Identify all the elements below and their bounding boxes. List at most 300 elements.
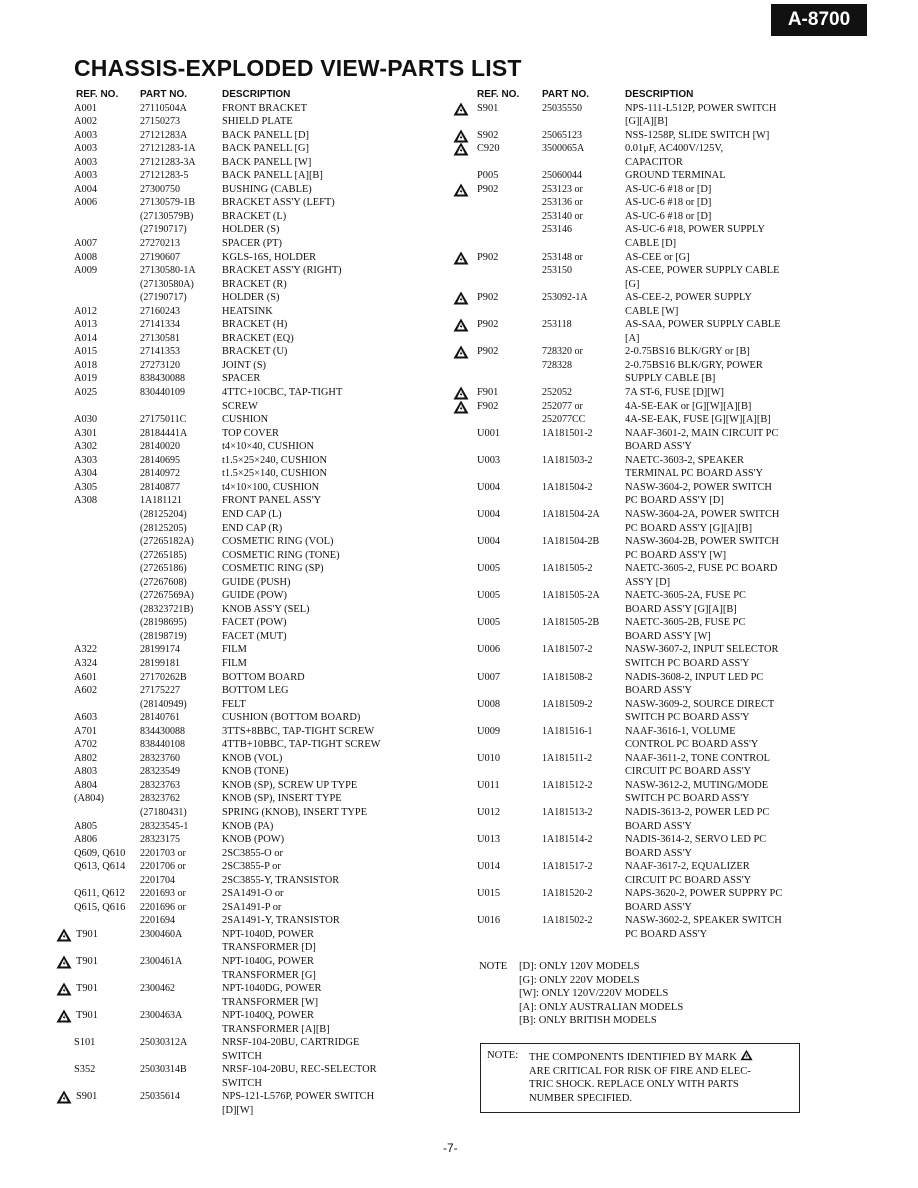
parts-row xyxy=(453,928,813,942)
ref-no xyxy=(453,847,542,861)
part-no: 2300463A xyxy=(140,1010,183,1022)
description: 3TTS+8BBC, TAP-TIGHT SCREW xyxy=(222,725,375,737)
parts-row xyxy=(56,643,408,657)
parts-row xyxy=(56,576,408,590)
caution-triangle-icon xyxy=(453,129,469,143)
part-no: 27121283-3A xyxy=(140,156,196,168)
description: KNOB ASS'Y (SEL) xyxy=(222,603,310,615)
description: t4×10×100, CUSHION xyxy=(222,481,320,493)
parts-row xyxy=(56,305,408,319)
part-no: 2201704 xyxy=(140,874,175,886)
ref-no xyxy=(453,833,542,847)
part-no: 728320 or xyxy=(542,346,583,358)
part-no: (27265185) xyxy=(140,549,187,561)
description: END CAP (R) xyxy=(222,522,283,534)
part-no: 28323175 xyxy=(140,834,180,846)
part-no: 27160243 xyxy=(140,305,180,317)
ref-no-text: A025 xyxy=(74,387,98,399)
parts-row xyxy=(56,1050,408,1064)
ref-no xyxy=(453,711,542,725)
ref-no xyxy=(56,752,140,766)
note-line xyxy=(479,974,683,988)
part-no: 27175227 xyxy=(140,685,180,697)
description: BACK PANELL [D] xyxy=(222,129,309,141)
part-no: 28140972 xyxy=(140,468,180,480)
ref-no xyxy=(453,725,542,739)
ref-no xyxy=(56,765,140,779)
part-no: 27270213 xyxy=(140,238,180,250)
description: 2SC3855-O or xyxy=(222,847,283,859)
part-no xyxy=(542,494,625,508)
parts-row xyxy=(453,752,813,766)
ref-no xyxy=(56,1104,140,1118)
ref-no xyxy=(453,738,542,752)
ref-no xyxy=(453,264,542,278)
description: NASW-3604-2, POWER SWITCH xyxy=(625,481,772,493)
part-no: 27130581 xyxy=(140,332,180,344)
ref-no-text: A006 xyxy=(74,197,98,209)
description: BACK PANELL [W] xyxy=(222,156,312,168)
description: 2SC3855-P or xyxy=(222,861,281,873)
ref-no xyxy=(56,549,140,563)
parts-row xyxy=(56,223,408,237)
caution-triangle-icon xyxy=(453,386,469,400)
column-header-row xyxy=(56,88,408,102)
parts-row xyxy=(56,725,408,739)
ref-no-text: U004 xyxy=(477,481,501,493)
part-no xyxy=(542,738,625,752)
caution-triangle-icon xyxy=(56,1009,72,1023)
description: CUSHION xyxy=(222,414,269,426)
ref-no xyxy=(56,806,140,820)
ref-no xyxy=(453,318,542,332)
ref-no xyxy=(56,1063,140,1077)
part-no xyxy=(140,400,222,414)
description: BRACKET (EQ) xyxy=(222,332,294,344)
part-no: 1A181501-2 xyxy=(542,427,593,439)
part-no xyxy=(140,1050,222,1064)
parts-row xyxy=(453,657,813,671)
ref-no xyxy=(453,345,542,359)
ref-no xyxy=(56,169,140,183)
description: 4TTC+10CBC, TAP-TIGHT xyxy=(222,387,343,399)
ref-no-text: A601 xyxy=(74,671,98,683)
ref-no-text: U005 xyxy=(477,617,501,629)
parts-row xyxy=(453,806,813,820)
part-no: (27265186) xyxy=(140,563,187,575)
part-no xyxy=(542,711,625,725)
parts-row xyxy=(453,494,813,508)
part-no: 1A181502-2 xyxy=(542,915,593,927)
part-no: 28323545-1 xyxy=(140,820,189,832)
parts-row xyxy=(56,996,408,1010)
part-no: 2201694 xyxy=(140,915,175,927)
ref-no xyxy=(453,535,542,549)
caution-triangle-icon xyxy=(453,291,469,305)
description: SUPPLY CABLE [B] xyxy=(625,373,716,385)
parts-row xyxy=(56,156,408,170)
part-no: (28198695) xyxy=(140,617,187,629)
parts-row xyxy=(453,305,813,319)
ref-no-text: A019 xyxy=(74,373,98,385)
description: JOINT (S) xyxy=(222,359,266,371)
ref-no xyxy=(56,576,140,590)
parts-row xyxy=(56,237,408,251)
description: 0.01μF, AC400V/125V, xyxy=(625,143,724,155)
part-no-header: PART NO. xyxy=(140,89,188,100)
description: NSS-1258P, SLIDE SWITCH [W] xyxy=(625,129,770,141)
parts-row xyxy=(453,386,813,400)
parts-row xyxy=(453,887,813,901)
description: PC BOARD ASS'Y xyxy=(625,928,708,940)
part-no xyxy=(542,115,625,129)
parts-row xyxy=(453,359,813,373)
ref-no xyxy=(56,1050,140,1064)
ref-no-text: A015 xyxy=(74,346,98,358)
ref-no xyxy=(56,196,140,210)
description: CABLE [D] xyxy=(625,238,677,250)
ref-no xyxy=(56,820,140,834)
part-no xyxy=(542,522,625,536)
parts-row xyxy=(56,806,408,820)
parts-row xyxy=(56,427,408,441)
ref-no xyxy=(453,752,542,766)
ref-no-text: A804 xyxy=(74,779,98,791)
description: BRACKET (R) xyxy=(222,278,287,290)
ref-no xyxy=(453,237,542,251)
ref-no-text: U012 xyxy=(477,806,501,818)
ref-no xyxy=(56,616,140,630)
ref-no xyxy=(453,589,542,603)
note-line xyxy=(479,987,683,1001)
parts-row xyxy=(453,874,813,888)
parts-row xyxy=(56,765,408,779)
caution-triangle-icon xyxy=(453,102,469,116)
parts-row xyxy=(56,1036,408,1050)
parts-row xyxy=(56,630,408,644)
parts-row xyxy=(453,454,813,468)
parts-row xyxy=(56,196,408,210)
description: END CAP (L) xyxy=(222,508,282,520)
ref-no xyxy=(56,684,140,698)
description: NRSF-104-20BU, CARTRIDGE xyxy=(222,1037,360,1049)
part-no xyxy=(542,576,625,590)
ref-no-text: A303 xyxy=(74,454,98,466)
warning-text: TRIC SHOCK. REPLACE ONLY WITH PARTS xyxy=(529,1079,739,1091)
ref-no-text: A003 xyxy=(74,129,98,141)
part-no xyxy=(542,684,625,698)
parts-row xyxy=(453,792,813,806)
parts-row xyxy=(56,1090,408,1104)
description: NAETC-3605-2, FUSE PC BOARD xyxy=(625,563,778,575)
part-no: 253150 xyxy=(542,265,572,277)
description: BACK PANELL [A][B] xyxy=(222,170,323,182)
parts-row xyxy=(56,440,408,454)
ref-no-text: T901 xyxy=(76,928,98,940)
parts-row xyxy=(453,115,813,129)
ref-no xyxy=(453,102,542,116)
parts-row xyxy=(56,386,408,400)
ref-no-text: U015 xyxy=(477,888,501,900)
ref-no xyxy=(453,454,542,468)
parts-row xyxy=(453,562,813,576)
part-no: 28140695 xyxy=(140,454,180,466)
note-text: [A]: ONLY AUSTRALIAN MODELS xyxy=(519,1001,684,1013)
parts-row xyxy=(56,413,408,427)
description: KNOB (POW) xyxy=(222,834,285,846)
ref-no-text: U005 xyxy=(477,590,501,602)
parts-row xyxy=(56,684,408,698)
parts-list-left-column xyxy=(56,88,408,1118)
ref-no-text: A308 xyxy=(74,495,98,507)
ref-no-text: S352 xyxy=(74,1064,96,1076)
ref-no-text: A324 xyxy=(74,657,98,669)
parts-row xyxy=(56,589,408,603)
description: BRACKET (H) xyxy=(222,319,288,331)
ref-no xyxy=(56,400,140,414)
part-no: 1A181509-2 xyxy=(542,698,593,710)
parts-row xyxy=(56,698,408,712)
ref-no xyxy=(453,251,542,265)
description: 2SA1491-Y, TRANSISTOR xyxy=(222,915,340,927)
caution-triangle-icon xyxy=(453,345,469,359)
parts-row xyxy=(453,264,813,278)
parts-row xyxy=(453,901,813,915)
parts-row xyxy=(453,318,813,332)
description: NAETC-3605-2A, FUSE PC xyxy=(625,590,746,602)
ref-no-text: Q609, Q610 xyxy=(74,847,126,859)
description: KNOB (SP), SCREW UP TYPE xyxy=(222,779,358,791)
parts-row xyxy=(453,914,813,928)
ref-no-text: A003 xyxy=(74,143,98,155)
ref-no-text: T901 xyxy=(76,956,98,967)
description: NASW-3607-2, INPUT SELECTOR xyxy=(625,644,779,656)
ref-no xyxy=(453,874,542,888)
ref-no xyxy=(56,481,140,495)
description: BRACKET ASS'Y (RIGHT) xyxy=(222,265,342,277)
parts-row xyxy=(453,630,813,644)
parts-row xyxy=(453,278,813,292)
ref-no-text: U013 xyxy=(477,834,501,846)
ref-no-text: A803 xyxy=(74,766,98,778)
parts-row xyxy=(56,102,408,116)
part-no xyxy=(542,372,625,386)
description-header: DESCRIPTION xyxy=(625,89,694,100)
parts-row xyxy=(453,102,813,116)
ref-no-text: S902 xyxy=(477,129,499,141)
description: FELT xyxy=(222,698,246,710)
part-no: 253148 or xyxy=(542,251,583,263)
note-text: [G]: ONLY 220V MODELS xyxy=(519,974,640,986)
ref-no xyxy=(453,386,542,400)
parts-row xyxy=(56,400,408,414)
ref-no xyxy=(56,223,140,237)
part-no: 25030312A xyxy=(140,1037,188,1049)
description: NPT-1040Q, POWER xyxy=(222,1010,314,1022)
description: GUIDE (PUSH) xyxy=(222,576,291,588)
part-no: 1A181505-2A xyxy=(542,590,600,602)
part-no: 1A181520-2 xyxy=(542,888,593,900)
ref-no-text: S901 xyxy=(76,1091,98,1103)
part-no: 27190607 xyxy=(140,251,180,263)
description: BOARD ASS'Y xyxy=(625,901,692,913)
model-notes xyxy=(479,960,683,1028)
description: SWITCH xyxy=(222,1050,262,1062)
part-no: (27180431) xyxy=(140,806,187,818)
parts-row xyxy=(453,549,813,563)
parts-row xyxy=(56,535,408,549)
ref-no-text: P902 xyxy=(477,251,499,263)
description: NPT-1040DG, POWER xyxy=(222,983,322,995)
part-no xyxy=(140,1023,222,1037)
ref-no-text: A305 xyxy=(74,481,98,493)
parts-row xyxy=(56,372,408,386)
part-no: 1A181507-2 xyxy=(542,644,593,656)
parts-row xyxy=(56,494,408,508)
part-no: 25035614 xyxy=(140,1091,180,1103)
parts-row xyxy=(56,901,408,915)
description: FILM xyxy=(222,657,247,669)
part-no xyxy=(542,792,625,806)
ref-no xyxy=(56,779,140,793)
ref-no-text: U007 xyxy=(477,671,501,683)
ref-no xyxy=(56,372,140,386)
part-no: 2300461A xyxy=(140,956,183,967)
parts-row xyxy=(453,833,813,847)
part-no: 28323762 xyxy=(140,793,180,805)
ref-no xyxy=(56,1077,140,1091)
ref-no xyxy=(56,969,140,983)
description: COSMETIC RING (SP) xyxy=(222,563,324,575)
column-header-row xyxy=(453,88,813,102)
part-no: 2300462 xyxy=(140,983,175,995)
ref-no xyxy=(56,522,140,536)
description: BOARD ASS'Y xyxy=(625,820,692,832)
ref-no xyxy=(56,982,140,996)
description: AS-CEE, POWER SUPPLY CABLE xyxy=(625,265,780,277)
ref-no xyxy=(453,765,542,779)
part-no: 28323760 xyxy=(140,752,180,764)
ref-no xyxy=(56,914,140,928)
description: AS-UC-6 #18 or [D] xyxy=(625,210,712,222)
part-no: 838430088 xyxy=(140,373,185,385)
ref-no xyxy=(453,914,542,928)
parts-row xyxy=(56,982,408,996)
ref-no-text: S901 xyxy=(477,102,499,114)
ref-no xyxy=(56,508,140,522)
ref-no-text: Q611, Q612 xyxy=(74,888,125,900)
ref-no xyxy=(56,562,140,576)
description: GUIDE (POW) xyxy=(222,590,287,602)
description: [G][A][B] xyxy=(625,116,668,128)
description: BOARD ASS'Y [W] xyxy=(625,630,711,642)
caution-triangle-icon xyxy=(56,928,72,942)
part-no: 838440108 xyxy=(140,739,185,751)
parts-list-right-column xyxy=(453,88,813,941)
part-no: 834430088 xyxy=(140,725,185,737)
description: HOLDER (S) xyxy=(222,292,280,304)
description: NPS-111-L512P, POWER SWITCH xyxy=(625,102,777,114)
parts-row xyxy=(56,1104,408,1118)
part-no xyxy=(542,278,625,292)
part-no: 2300460A xyxy=(140,928,183,940)
ref-no xyxy=(453,522,542,536)
ref-no xyxy=(56,440,140,454)
parts-row xyxy=(453,223,813,237)
parts-row xyxy=(56,129,408,143)
ref-no-text: Q613, Q614 xyxy=(74,861,126,873)
description: NASW-3604-2B, POWER SWITCH xyxy=(625,536,779,548)
ref-no-text: A806 xyxy=(74,834,98,846)
parts-row xyxy=(453,779,813,793)
part-no: 1A181505-2 xyxy=(542,563,593,575)
description: NAAF-3617-2, EQUALIZER xyxy=(625,861,750,873)
parts-row xyxy=(453,237,813,251)
description: CIRCUIT PC BOARD ASS'Y xyxy=(625,766,752,778)
description: TRANSFORMER [D] xyxy=(222,942,316,954)
part-no: 27121283A xyxy=(140,129,188,141)
part-no: 28323763 xyxy=(140,779,180,791)
description: BOARD ASS'Y xyxy=(625,685,692,697)
caution-triangle-icon xyxy=(56,1090,72,1104)
parts-row xyxy=(56,792,408,806)
caution-triangle-icon xyxy=(453,142,469,156)
description: NPS-121-L576P, POWER SWITCH xyxy=(222,1091,375,1103)
ref-no xyxy=(453,698,542,712)
ref-no-text: P902 xyxy=(477,183,499,195)
ref-no-text: U003 xyxy=(477,454,501,466)
caution-triangle-icon xyxy=(453,400,469,414)
description: BOARD ASS'Y xyxy=(625,441,692,453)
part-no: 1A181511-2 xyxy=(542,752,593,764)
parts-row xyxy=(453,196,813,210)
ref-no xyxy=(56,603,140,617)
description: [A] xyxy=(625,332,640,344)
parts-row xyxy=(453,251,813,265)
description: NADIS-3608-2, INPUT LED PC xyxy=(625,671,764,683)
note-label: NOTE xyxy=(479,961,508,972)
ref-no xyxy=(56,955,140,969)
ref-no-text: U010 xyxy=(477,752,501,764)
part-no: 25060044 xyxy=(542,170,582,182)
description: BOTTOM BOARD xyxy=(222,671,305,683)
part-no: 28323549 xyxy=(140,766,180,778)
part-no: 728328 xyxy=(542,359,572,371)
part-no: 27121283-5 xyxy=(140,170,189,182)
description: NAETC-3603-2, SPEAKER xyxy=(625,454,744,466)
part-no: 253136 or xyxy=(542,197,583,209)
part-no: 252077 or xyxy=(542,400,583,412)
part-no xyxy=(542,928,625,942)
description: BRACKET (L) xyxy=(222,210,287,222)
parts-row xyxy=(56,969,408,983)
ref-no-text: A602 xyxy=(74,685,98,697)
part-no: (27130580A) xyxy=(140,278,194,290)
part-no: 2201706 or xyxy=(140,861,186,873)
parts-row xyxy=(453,467,813,481)
part-no xyxy=(542,332,625,346)
part-no: 3500065A xyxy=(542,143,585,155)
description: COSMETIC RING (TONE) xyxy=(222,549,340,561)
part-no: 25065123 xyxy=(542,129,582,141)
ref-no-text: C920 xyxy=(477,143,500,155)
parts-row xyxy=(453,481,813,495)
parts-row xyxy=(453,522,813,536)
parts-row xyxy=(56,671,408,685)
warning-text: ARE CRITICAL FOR RISK OF FIRE AND ELEC- xyxy=(529,1065,751,1077)
parts-row xyxy=(56,752,408,766)
ref-no xyxy=(453,820,542,834)
